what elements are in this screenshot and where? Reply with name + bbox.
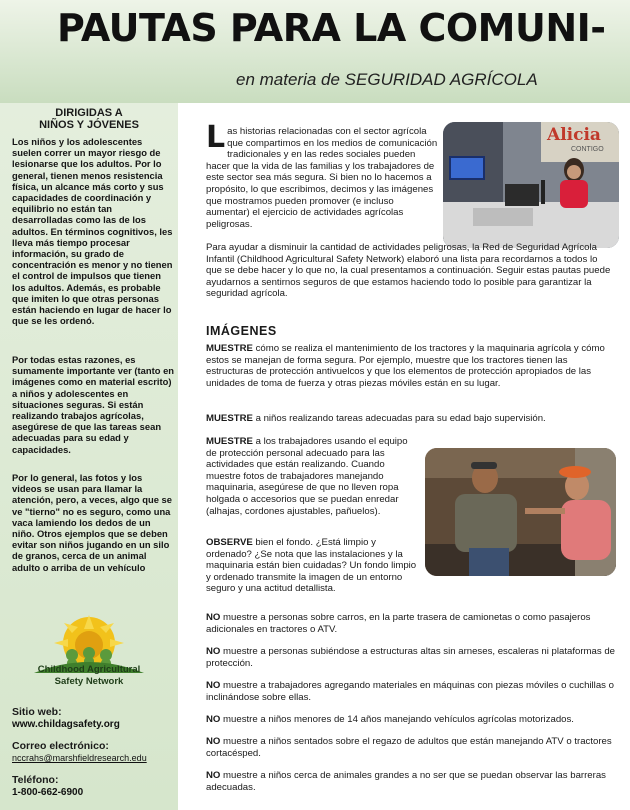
page-title: PAUTAS PARA LA COMUNI- <box>57 6 606 50</box>
email-link[interactable]: nccrahs@marshfieldresearch.edu <box>12 753 147 763</box>
section-heading-images: IMÁGENES <box>206 324 277 338</box>
sidebar-paragraph-2: Por todas estas razones, es sumamente importante ver (tanto en imágenes como en material escrito) a niños y adolescentes en situaciones seguras. Si están realizando trabajos agrícolas, asegúrese de que las tareas sean adecuadas para su edad y capacidades. <box>12 354 175 455</box>
radio-sign-subtext: CONTIGO <box>571 146 604 153</box>
guideline-item: NO muestre a niños cerca de animales grandes a no ser que se puedan observar las barreras adecuadas. <box>206 770 606 793</box>
web-label: Sitio web: <box>12 706 62 718</box>
intro-dropcap: L <box>206 120 226 155</box>
guideline-item: MUESTRE cómo se realiza el mantenimiento de los tractores y la maquinaria agrícola y cómo estos se manejan de forma segura. Por ejemplo, muestre que los tractores tienen las estructuras de protección antivuelcos y que los elementos de protección apropiados de las unidades de toma de fuerza y otras piezas móviles están en su lugar. <box>206 343 605 389</box>
intro-paragraph <box>206 120 438 230</box>
guideline-item: NO muestre a personas sobre carros, en la parte trasera de camionetas o como pasajeros adicionales en tractores o ATV. <box>206 612 591 635</box>
intro-text: as historias relacionadas con el sector agrícola que compartimos en los medios de comunicación tradicionales y en las redes sociales pueden hacer que la vida de las familias y los trabajadores de este sector sea más segura. Si bien no lo hacemos a propósito, lo que escribimos, decimos y las imágenes que mostramos pueden promover (e incluso aumentar) el ejercicio de actividades agrícolas peligrosas. <box>206 126 438 230</box>
logo-text-line1: Childhood Agricultural <box>37 664 141 675</box>
guideline-item: NO muestre a trabajadores agregando materiales en máquinas con piezas móviles o cuchillas o inclinándose sobre ellas. <box>206 680 614 703</box>
email-label: Correo electrónico: <box>12 740 109 752</box>
guideline-item: NO muestre a personas subiéndose a estructuras altas sin arneses, escaleras ni plataformas de protección. <box>206 646 616 669</box>
main-content <box>178 103 630 810</box>
sidebar-heading-line1: DIRIGIDAS A <box>55 107 123 119</box>
sidebar-paragraph-1: Los niños y los adolescentes suelen correr un mayor riesgo de lesionarse que los adultos. Por lo general, tienen menos resistencia física, un alcance más corto y sus capacidades de coordinación y equilibrio no están tan desarrolladas como las de los adultos. En términos cognitivos, les lleva más tiempo procesar información, su grado de concentración es menor y no tienen el control de impulsos que tienen los adultos. Además, es probable que imiten lo que otras personas están haciendo en lugar de hacer lo que se les ordenó. <box>12 136 173 327</box>
sidebar <box>0 103 178 810</box>
intro-paragraph-2: Para ayudar a disminuir la cantidad de actividades peligrosas, la Red de Seguridad Agrícola Infantil (Childhood Agricultural Safety Network) elaboró una lista para recordarnos a todos lo que se debe hacer y lo que no, la cual presentamos a continuación. Seguir estas pautas puede ayudarnos a sentirnos seguros de que estamos haciendo todo lo posible para garantizar la seguridad agrícola. <box>206 242 611 300</box>
sidebar-heading-line2: NIÑOS Y JÓVENES <box>39 119 139 131</box>
guideline-item: OBSERVE bien el fondo. ¿Está limpio y ordenado? ¿Se nota que las instalaciones y la maquinaria están bien cuidadas? Un fondo limpio y ordenado transmite la imagen de un entorno seguro y una actitud detallista. <box>206 537 417 595</box>
guideline-item: NO muestre a niños menores de 14 años manejando vehículos agrícolas motorizados. <box>206 714 574 725</box>
workers-photo <box>425 448 616 576</box>
phone-value: 1-800-662-6900 <box>12 787 84 798</box>
phone-label: Teléfono: <box>12 774 59 786</box>
guideline-item: MUESTRE a niños realizando tareas adecuadas para su edad bajo supervisión. <box>206 413 546 424</box>
web-link[interactable]: www.childagsafety.org <box>12 719 120 730</box>
logo-text-line2: Safety Network <box>54 676 124 687</box>
guideline-item: MUESTRE a los trabajadores usando el equipo de protección personal adecuado para las actividades que están realizando. Cuando muestre fotos de trabajadores manejando maquinaria, asegúrese de que no lleven ropa holgada o accesorios que se puedan enredar (alhajas, cordones ajustables, pañuelos). <box>206 436 408 517</box>
radio-sign-text: Alicia <box>547 125 601 145</box>
page-header <box>0 0 630 103</box>
radio-studio-photo <box>443 122 619 248</box>
guideline-item: NO muestre a niños sentados sobre el regazo de adultos que están manejando ATV o tractores cortacésped. <box>206 736 612 759</box>
page-subtitle: en materia de SEGURIDAD AGRÍCOLA <box>236 70 538 89</box>
sidebar-paragraph-3: Por lo general, las fotos y los videos se usan para llamar la atención, pero, a veces, algo que se ve "tierno" no es seguro, como una vaca lamiendo los dedos de un niño. Otros ejemplos que se deben evitar son niños jugando en un silo de granos, cerca de un animal adulto o arriba de un vehículo <box>12 472 172 573</box>
